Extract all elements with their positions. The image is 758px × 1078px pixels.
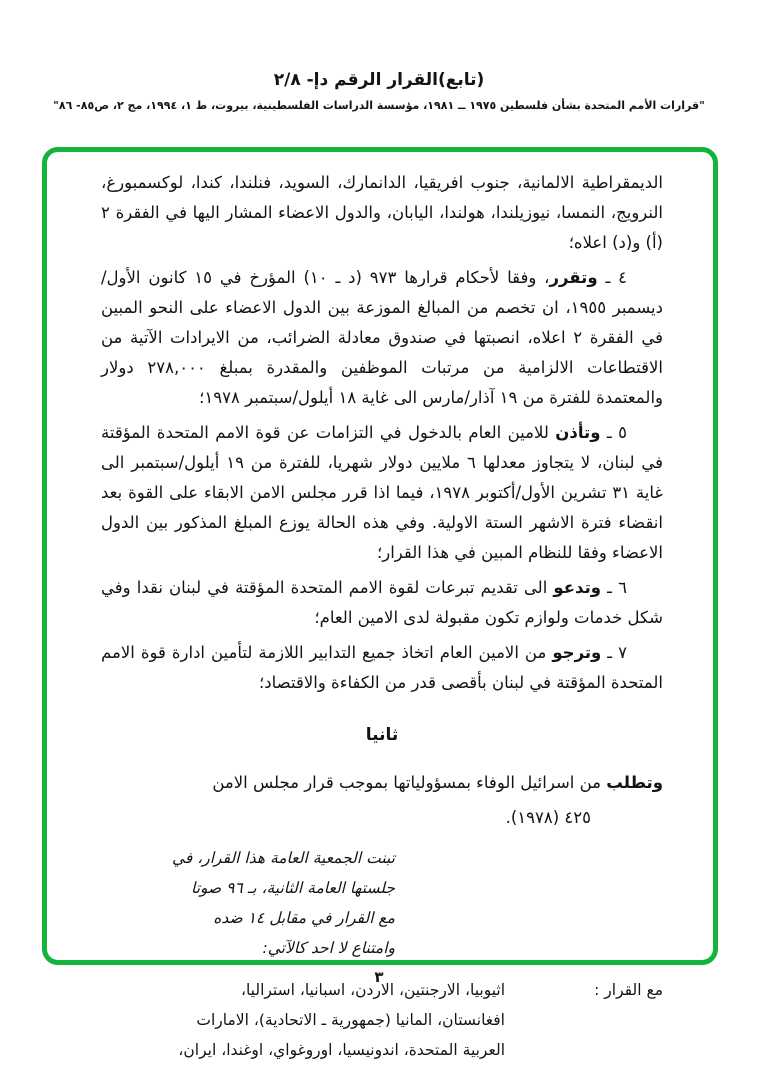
vote-record [101,975,663,1065]
paragraph-4-text: ، وفقا لأحكام قرارها ٩٧٣ (د ـ ١٠) المؤرخ في ١٥ كانون الأول/ديسمبر ١٩٥٥، ان تخصم من المبالغ الموزعة بين الدول الاعضاء على النحو المبين في الفقرة ٢ اعلاه، انصبتها في صندوق معادلة الضرائب، من الايرادات الآتية من الاقتطاعات الالزامية من مرتبات الموظفين والمقدرة بمبلغ ٢٧٨,٠٠٠ دولار والمعتمدة للفترة من ١٩ آذار/مارس الى غاية ١٨ أيلول/سبتمبر ١٩٧٨؛ [101,268,663,407]
section-heading-second: ثانيا [365,725,399,745]
adoption-line-1: تبنت الجمعية العامة هذا القرار، في [172,849,395,867]
paragraph-7 [101,638,663,698]
paragraph-6-number: ٦ ـ [601,578,627,597]
paragraph-6-lead: وتدعو [553,578,602,597]
paragraph-6 [101,573,663,633]
paragraph-7-lead: وترجو [552,643,602,662]
paragraph-4-lead: وتقرر [549,268,598,287]
vote-countries-line-3: العربية المتحدة، اندونيسيا، اوروغواي، اوغندا، ايران، [178,1041,505,1059]
page-title: (تابع)القرار الرقم دإ- ٢/٨ [273,70,485,90]
resolution-reference: ٤٢٥ (١٩٧٨). [505,808,591,827]
paragraph-demand-lead: وتطلب [606,773,663,792]
page-number: ٣ [374,968,384,986]
paragraph-4-number: ٤ ـ [597,268,627,287]
paragraph-5 [101,418,663,568]
adoption-line-3: مع القرار في مقابل ١٤ ضده [213,909,395,927]
vote-label: مع القرار : [594,981,663,999]
vote-countries-line-1: اثيوبيا، الارجنتين، الاردن، اسبانيا، استراليا، [240,981,505,999]
paragraph-demand [101,768,663,798]
paragraph-7-text: من الامين العام اتخاذ جميع التدابير اللازمة لتأمين ادارة قوة الامم المتحدة المؤقتة في لبنان بأقصى قدر من الكفاءة والاقتصاد؛ [101,643,663,692]
adoption-line-2: جلستها العامة الثانية، بـ ٩٦ صوتا [190,879,395,897]
source-citation: "قرارات الأمم المتحدة بشأن فلسطين ١٩٧٥ ــ ١٩٨١، مؤسسة الدراسات الفلسطينية، بيروت، ط ١، ١٩٩٤، مج ٢، ص٨٥- ٨٦" [53,99,705,112]
paragraph-7-number: ٧ ـ [601,643,627,662]
vote-countries [178,975,505,1065]
paragraph-5-lead: وتأذن [555,423,601,442]
vote-countries-line-2: افغانستان، المانيا (جمهورية ـ الاتحادية)، الامارات [196,1011,505,1029]
adoption-line-4: وامتناع لا احد كالآتي: [262,939,395,957]
resolution-box [42,147,718,1059]
adoption-note [101,843,395,963]
paragraph-continuation: الديمقراطية الالمانية، جنوب افريقيا، الدانمارك، السويد، فنلندا، كندا، لوكسمبورغ، النرويج، النمسا، نيوزيلندا، هولندا، اليابان، والدول الاعضاء المشار اليها في الفقرة ٢ (أ) و(د) اعلاه؛ [101,173,663,252]
paragraph-demand-text: من اسرائيل الوفاء بمسؤولياتها بموجب قرار مجلس الامن [212,773,607,792]
paragraph-5-number: ٥ ـ [600,423,627,442]
paragraph-4 [101,263,663,413]
document-header [0,70,758,112]
paragraph-5-text: للامين العام بالدخول في التزامات عن قوة الامم المتحدة المؤقتة في لبنان، لا يتجاوز معدلها ٦ ملايين دولار شهريا، للفترة من ١٩ أيلول/سبتمبر الى غاية ٣١ تشرين الأول/أكتوبر ١٩٧٨، فيما اذا قرر مجلس الامن الابقاء على القوة بعد انقضاء فترة الاشهر الستة الاولية. وفي هذه الحالة يوزع المبلغ المذكور بين الدول الاعضاء وفقا للنظام المبين في هذا القرار؛ [101,423,664,562]
paragraph-6-text: الى تقديم تبرعات لقوة الامم المتحدة المؤقتة في لبنان نقدا وفي شكل خدمات ولوازم تكون مقبولة لدى الامين العام؛ [101,578,663,627]
